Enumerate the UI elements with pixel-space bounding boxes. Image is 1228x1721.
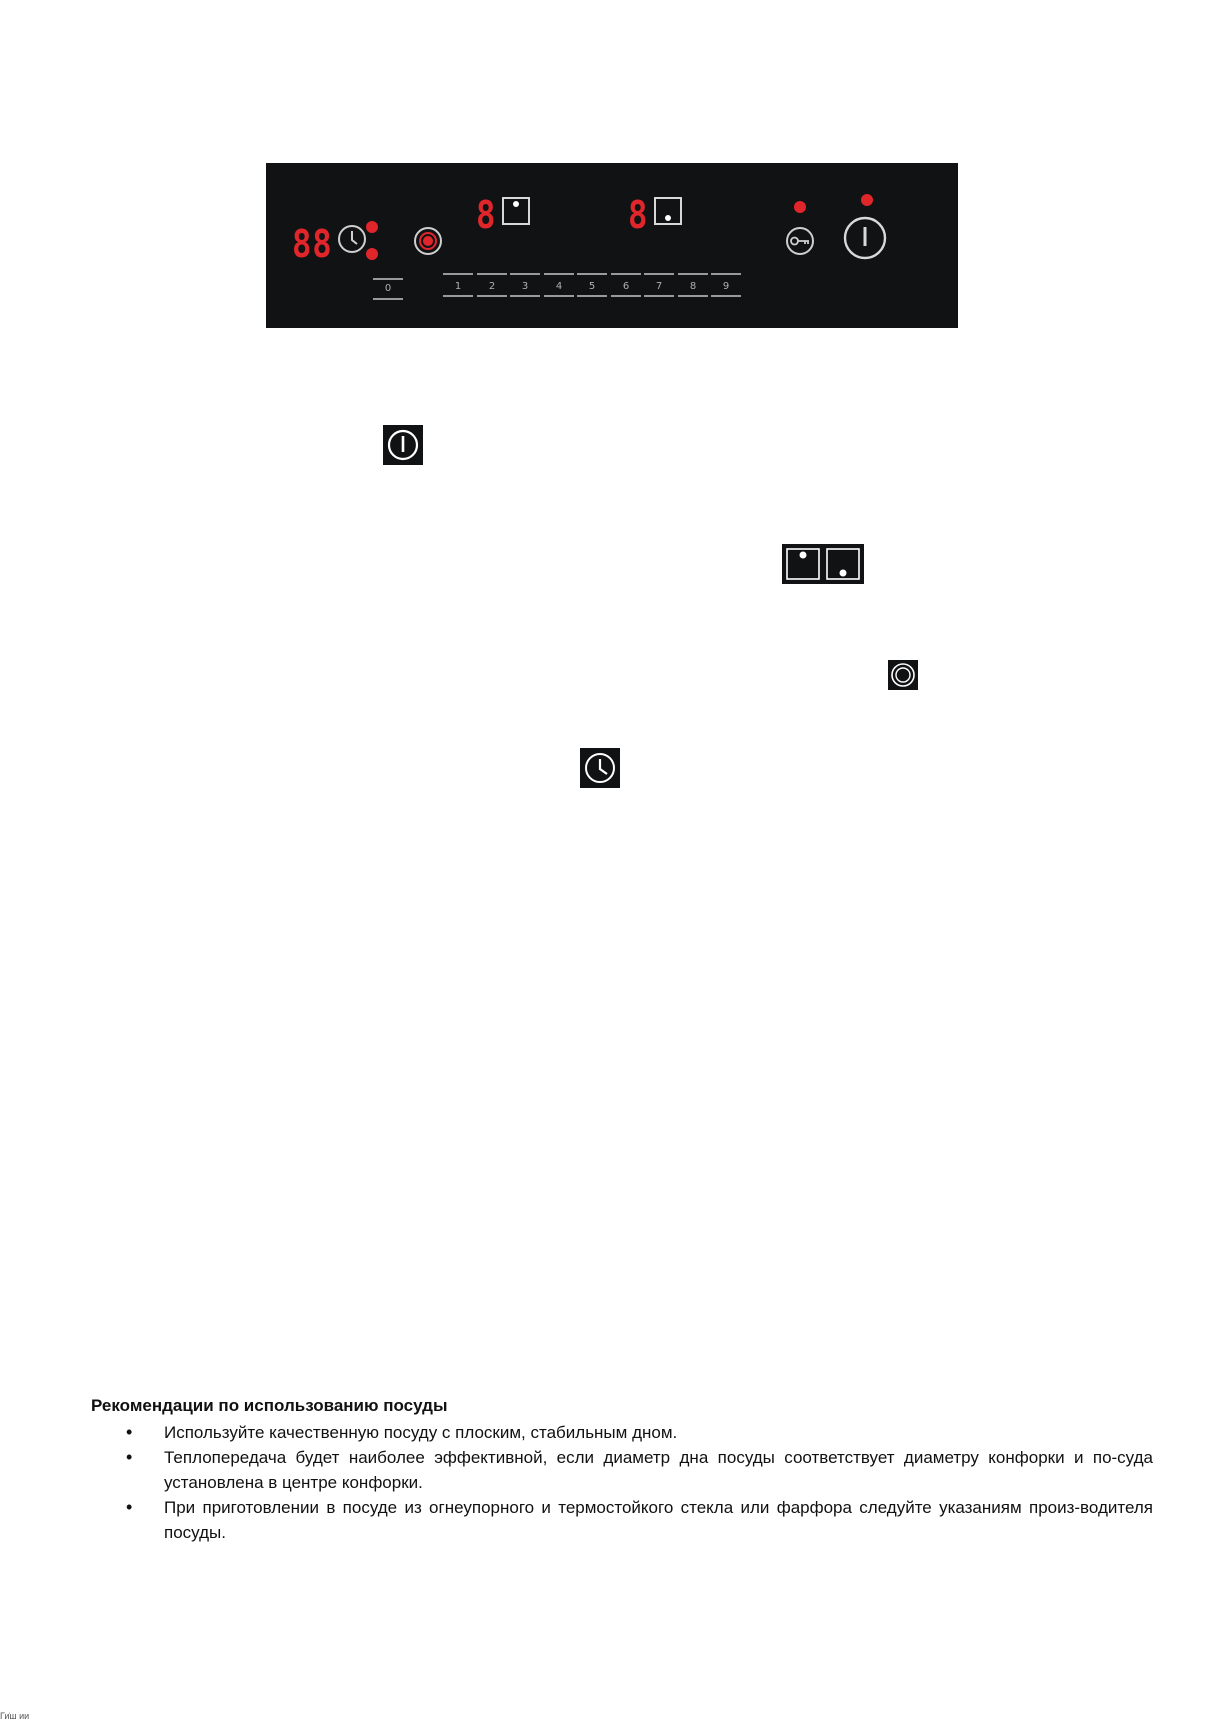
power-icon: [383, 425, 423, 465]
slider-step-0[interactable]: 0: [373, 278, 403, 306]
zone-front-display: 8: [476, 193, 497, 237]
zone-front-icon[interactable]: [502, 197, 530, 225]
timer-indicator-dot: [366, 221, 378, 233]
slider-step-7[interactable]: 7: [644, 273, 674, 301]
zone-rear-icon[interactable]: [654, 197, 682, 225]
zone-select-icons: [782, 544, 864, 584]
list-item: • При приготовлении в посуде из огнеупорного и термостойкого стекла или фарфора следуйте указаниям произ-водителя посуды.: [91, 1495, 1153, 1545]
control-panel-image: [266, 163, 958, 328]
slider-step-1[interactable]: 1: [443, 273, 473, 301]
timer-icon[interactable]: [336, 223, 368, 255]
lock-indicator-dot: [794, 201, 806, 213]
slider-step-4[interactable]: 4: [544, 273, 574, 301]
timer-display: 88: [292, 222, 333, 266]
boost-icon[interactable]: [412, 225, 444, 257]
slider-step-9[interactable]: 9: [711, 273, 741, 301]
slider-step-2[interactable]: 2: [477, 273, 507, 301]
list-item: • Используйте качественную посуду с плоским, стабильным дном.: [91, 1420, 1153, 1445]
slider-step-5[interactable]: 5: [577, 273, 607, 301]
power-indicator-dot: [861, 194, 873, 206]
slider-step-8[interactable]: 8: [678, 273, 708, 301]
timer-indicator-dot: [366, 248, 378, 260]
recommendations-list: [91, 1420, 1153, 1545]
timer-icon: [580, 748, 620, 788]
power-icon[interactable]: [842, 215, 888, 261]
list-item: • Теплопередача будет наиболее эффективной, если диаметр дна посуды соответствует диаметру конфорки и по-суда установлена в центре конфорки.: [91, 1445, 1153, 1495]
footer-fragment: Ги̇ш ии: [0, 1712, 30, 1721]
slider-step-6[interactable]: 6: [611, 273, 641, 301]
section-title: Рекомендации по использованию посуды: [91, 1396, 448, 1415]
slider-step-3[interactable]: 3: [510, 273, 540, 301]
lock-icon[interactable]: [784, 225, 816, 257]
boost-icon: [888, 660, 918, 690]
zone-rear-display: 8: [628, 193, 649, 237]
